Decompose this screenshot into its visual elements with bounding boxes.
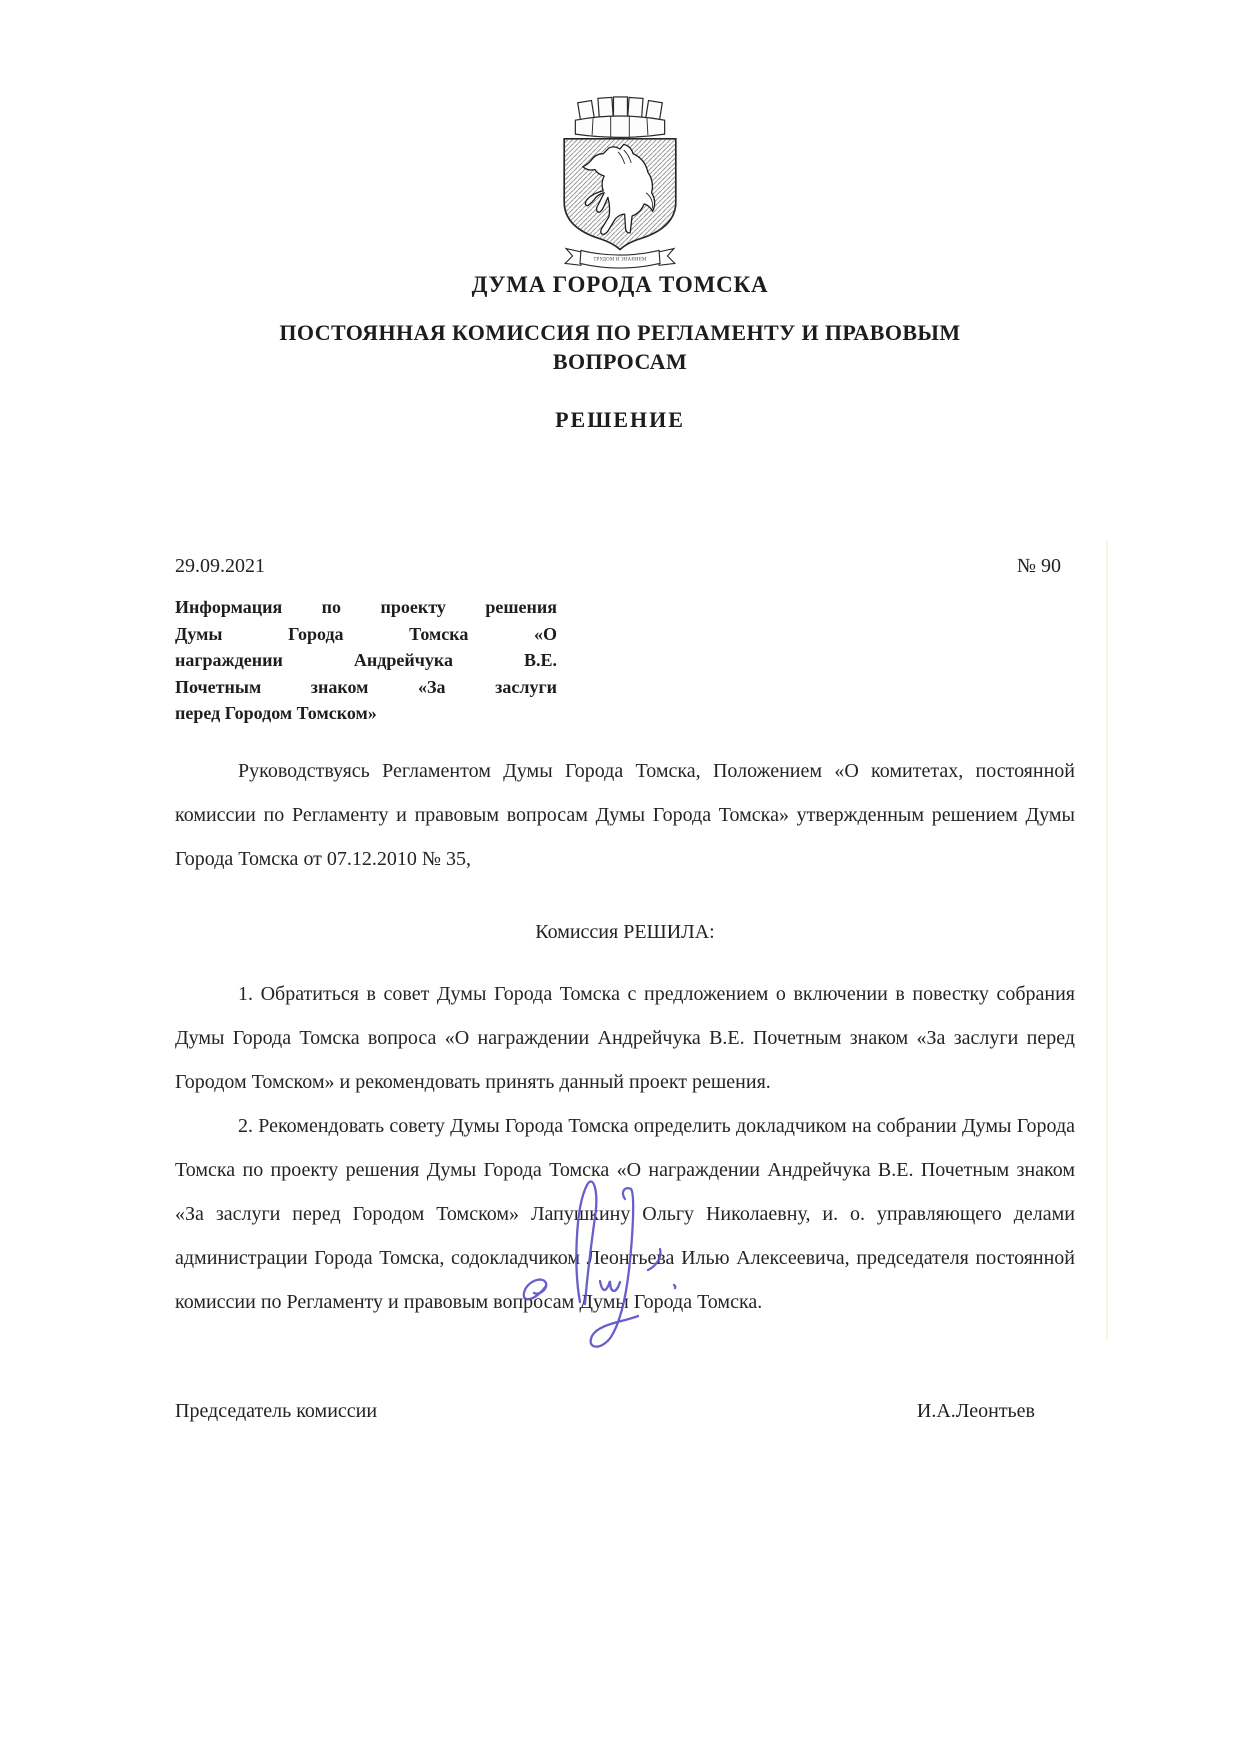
tomsk-coat-of-arms-icon — [527, 92, 713, 263]
subject-line: Думы Города Томска «О — [175, 623, 557, 644]
meta-row — [175, 555, 1075, 578]
signature-row — [175, 1400, 1075, 1423]
organization-title: ДУМА ГОРОДА ТОМСКА — [471, 272, 769, 297]
scan-artifact-line — [1106, 540, 1108, 1340]
handwritten-signature — [512, 1172, 737, 1377]
signer-title: Председатель комиссии — [175, 1399, 378, 1422]
document-type-heading: РЕШЕНИЕ — [555, 407, 685, 432]
preamble-paragraph: Руководствуясь Регламентом Думы Города Томска, Положением «О комитетах, постоянной комиссии по Регламенту и правовым вопросам Думы Города Томска» утвержденным решением Думы Города Томска от 07.12.2010 № 35, — [175, 759, 1075, 870]
motto-text: ТРУДОМ И ЗНАНИЕМ — [593, 257, 647, 263]
commission-title: ПОСТОЯННАЯ КОМИССИЯ ПО РЕГЛАМЕНТУ И ПРАВОВЫМ ВОПРОСАМ — [279, 320, 961, 374]
document-date: 29.09.2021 — [175, 555, 265, 577]
subject-line: Почетным знаком «За заслуги — [175, 676, 557, 697]
subject-line: Информация по проекту решения — [175, 597, 557, 617]
subject-line: награждении Андрейчука В.Е. — [175, 650, 557, 670]
signer-name: И.А.Леонтьев — [916, 1399, 1035, 1422]
subject-line: перед Городом Томском» — [175, 703, 377, 723]
resolved-heading: Комиссия РЕШИЛА: — [535, 920, 715, 943]
mural-crown-icon — [575, 97, 664, 138]
resolution-item-2: 2. Рекомендовать совету Думы Города Томска определить докладчиком на собрании Думы Города Томска по проекту решения Думы Города Томска «О награждении Андрейчука В.Е. Почетным знаком «За заслуги перед Городом Томском» Лапушкину Ольгу Николаевну, и. о. управляющего делами администрации Города Томска, содокладчиком Леонтьева Илью Алексеевича, председателя постоянной комиссии по Регламенту и правовым вопросам Думы Города Томска. — [175, 1114, 1075, 1313]
shield-icon — [564, 139, 676, 250]
resolution-item-1: 1. Обратиться в совет Думы Города Томска с предложением о включении в повестку собрания Думы Города Томска вопроса «О награждении Андрейчука В.Е. Почетным знаком «За заслуги перед Городом Томском» и рекомендовать принять данный проект решения. — [175, 982, 1075, 1093]
motto-ribbon-icon — [565, 249, 675, 269]
subject-block — [175, 594, 557, 727]
document-number: № 90 — [1016, 555, 1061, 577]
